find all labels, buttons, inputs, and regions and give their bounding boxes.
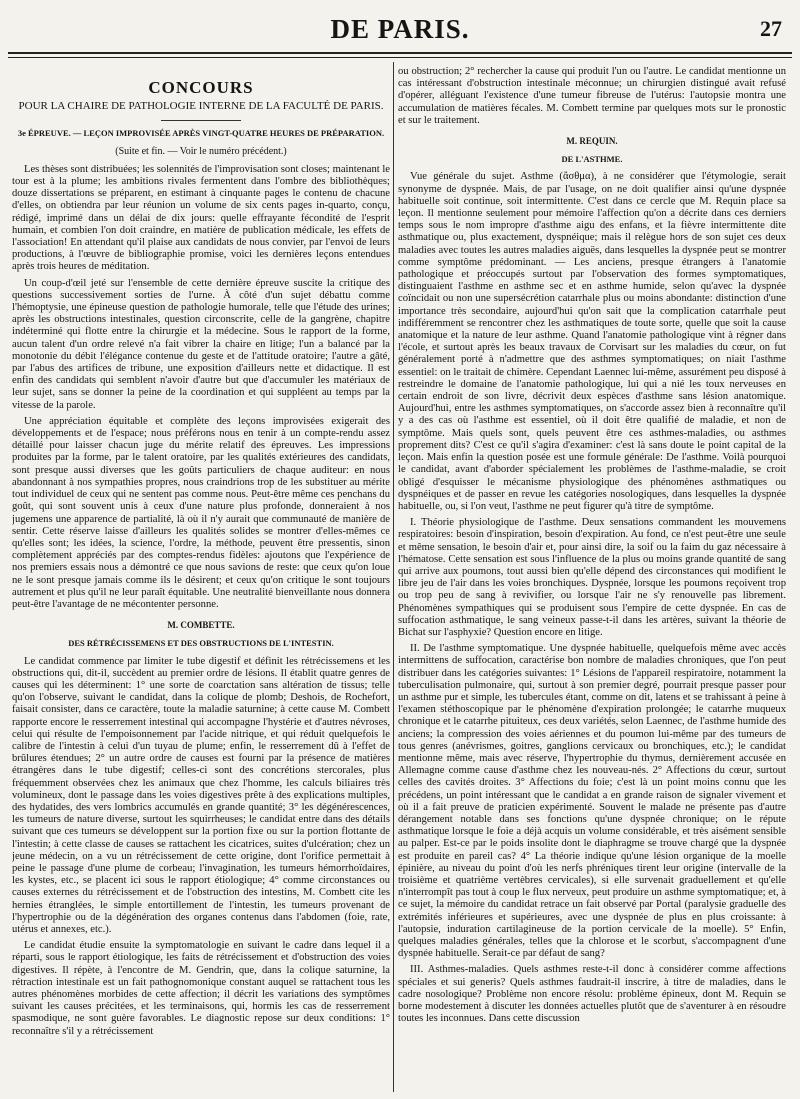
epreuve-heading: 3e ÉPREUVE. — LEÇON IMPROVISÉE APRÈS VINGT-QUATRE HEURES DE PRÉPARATION. [17,128,385,139]
paragraph: Les thèses sont distribuées; les solennités de l'improvisation sont closes; maintenant le tour est à la plume; les ambitions rivales fermentent dans l'ombre des bibliothèques; douze dissertations se préparent, en estimant à cinquante pages le contenu de chacune d'elles, on obtiendra par leur réunion un volume de six cents pages in-quarto, conçu, rédigé, imprimé dans un délai de dix jours: quelle effrayante fécondité de l'esprit humain, et combien l'on doit craindre, en matière de publication médicale, les effets de l'association! En attendant qu'il plaise aux candidats de nous convier, par l'envoi de leurs productions, à l'œuvre de bibliographie promise, voici les dernières leçons entendues après trois heures de méditation. [12,163,390,273]
paragraph: Une appréciation équitable et complète des leçons improvisées exigerait des développements et de l'espace; nous préférons nous en tenir à un compte-rendu assez détaillé pour laisser chacun juge du mérite relatif des épreuves. Les impressions produites par la forme, par le talent oratoire, par les qualités extérieures des candidats, sont presque aussi diverses que les goûts particuliers de chaque auditeur: en nous abandonnant à nos sympathies propres, nous craindrions trop de les substituer au mérite tout individuel de ceux qui ne sentent pas comme nous. Peut-être même ces penchans du goût, qui sont souvent unis à ceux d'une nature plus profonde, donneraient à nos jugemens une apparence de partialité, là où il n'y aurait que communauté de manière de sentir. Cette réserve laisse d'ailleurs les qualités solides se montrer d'elles-mêmes ce qu'elles sont; les idées, la science, l'ordre, la méthode, peuvent être pressentis, sinon complètement appréciés par des comptes-rendus fidèles: ajoutons que l'expérience de nos premiers essais nous a démontré ce que nous savions de reste: que ceux qu'on loue ne le sont presque jamais comme ils le désirent; et ceux qu'on critique le sont toujours autrement et plus qu'il ne leur paraît équitable. Une neutralité bienveillante nous donnera peut-être l'avantage de ne mécontenter personne. [12,415,390,610]
paragraph: Un coup-d'œil jeté sur l'ensemble de cette dernière épreuve suscite la critique des questions successivement sorties de l'urne. À côté d'un sujet débattu comme l'hémoptysie, une épineuse question de pathologie humorale, telle que l'étude des urines; après les obstructions intestinales, question circonscrite, celle de la gangrène, chapitre indéterminé qui flotte entre la chirurgie et la médecine. Sous le rapport de la forme, aucun talent d'un ordre relevé n'a fait vibrer la chaire en litige; l'un a balancé par la monotonie du débit l'élégance contenue du geste et de l'attitude oratoire; l'autre a gâté, par l'abus des artifices de tribune, une exposition d'ailleurs nette et didactique. Il est enfin des candidats qui semblent n'avoir d'autre but que d'accumuler les matériaux de leur sujet, sans se donner la peine de la coordination et qui suppléent au temps par la vitesse de la parole. [12,277,390,411]
author-heading: M. COMBETTE. [167,620,235,631]
concours-heading: CONCOURS [148,78,254,97]
paragraph: I. Théorie physiologique de l'asthme. Deux sensations commandent les mouvemens respiratoires: besoin d'inspiration, besoin d'expiration. Au fond, ce n'est peut-être une seule et même sensation, le besoin d'air et, pour ainsi dire, la soif ou la faim du gaz nécessaire à l'hématose. Cette sensation est sous l'influence de la plus ou moins grande quantité de sang qui arrive aux poumons, tout aussi bien qu'elle dépend des circonstances qui modifient le libre jeu de l'air dans les voies bronchiques. Dyspnée, lorsque les poumons reçoivent trop ou trop peu de sang à revivifier, ou lorsque l'air ne s'y renouvelle pas librement. Phénomènes sympathiques qui se produisent sous l'empire de cette dyspnée. En cas de suffocation asthmatique, le sang veineux passe-t-il dans les artères, suivant la théorie de Bichat sur l'asphyxie? Question encore en litige. [398,517,786,638]
paragraph: Le candidat commence par limiter le tube digestif et définit les rétrécissemens et les obstructions qui, dit-il, succèdent au premier ordre de lésions. Il établit quatre genres de causes qui les déterminent: 1° une sorte de coarctation sans altération de tissus; telle qu'on l'observe, suivant le candidat, dans la colique de plomb; Deshois, de Rochefort, faisait consister, dans ce caractère, toute la maladie saturnine; à cette cause M. Combett rapporte encore le resserrement intestinal qui accompagne l'hystérie et d'autres névroses, celui qui résulte de l'empoisonnement par l'acide nitrique, et qui réduit quelquefois le calibre de l'intestin à celui d'un tuyau de plume; enfin, le resserrement dû à l'effet de brûlures étendues; 2° un autre ordre de causes est fourni par la présence de matières étrangères dans le tube digestif; celles-ci sont des concrétions stercorales, plus fréquemment observées chez les animaux que chez l'homme, les calculs biliaires très volumineux, dont le passage dans les voies digestives prête à des explications multiples, des hydatides, des vers lombrics accumulés en grande quantité; 3° les dégénérescences, les tumeurs de nature diverse, surtout les squirrheuses; le candidat entre dans des détails suivant que ces tumeurs se développent sur la portion fixe ou sur la portion flottante de l'intestin; à cette classe de causes se rattachent les cicatrices, suites d'ulcération; chez un jeune médecin, on a vu un rétrécissement de cette origine, dont l'orifice permettait à peine le passage d'une plume de corbeau; l'invagination, les tumeurs hémorrhoïdaires, les kystes, etc., se placent ici sous le rapport étiologique; 4° comme circonstances ou causes externes du rétrécissement et de l'obstruction des intestins, M. Combett cite les hernies étranglées, le simple entortillement de l'intestin, les tumeurs provenant de l'hypertrophie ou de la dégénération des organes contenus dans l'abdomen (foie, rate, utérus et annexes, etc.). [12,655,390,935]
paragraph: Vue générale du sujet. Asthme (ἄσθμα), à ne considérer que l'étymologie, serait synonyme de dyspnée. Mais, de par l'usage, on ne doit qualifier ainsi qu'une dyspnée habituelle soit continue, soit intermittente. C'est dans ce cercle que M. Requin place sa leçon. Il mentionne seulement pour mémoire l'affection qu'on a décrite dans ces derniers temps sous le nom impropre d'asthme aigu des enfans, et la fièvre intermittente dite asthmatique ou, plus exactement, dyspnéique; mais il relègue hors de son sujet ces deux maladies avec toutes les autres maladies aiguës, dans lesquelles la dyspnée peut se montrer comme symptôme prédominant. — Les anciens, presque étrangers à l'anatomie pathologique et préoccupés surtout par l'observation des formes symptomatiques, distinguaient l'asthme en asthme sec et en asthme humide, selon qu'avec la dyspnée coïncidait ou non une supersécrétion catarrhale plus ou moins abondante: distinction d'une importance très secondaire, aujourd'hui qu'on sait que la complication catarrhale peut indifféremment se rencontrer chez les asthmatiques de toute sorte, quelle que soit la cause anatomique et la nature de leur asthme. Quand l'anatomie pathologique vint à régner dans l'école, et surtout après les beaux travaux de Corvisart sur les maladies du cœur, on fut généralement porté à n'admettre que des asthmes symptomatiques; on niait l'asthme essentiel: on le traitait de chimère. Cependant Laennec lui-même, assurément peu disposé à restreindre le domaine de l'anatomie pathologique, lui qui a nié les toux nerveuses en certain endroit de son livre, décrivit deux espèces d'asthme sans lésion anatomique. Aujourd'hui, entre les asthmes symptomatiques, on s'accorde assez bien à reconnaître qu'il y a des cas où l'asthme est essentiel, où il doit être qualifié de maladie, et non de symptôme. Mais quels sont, quels peuvent être ces asthmes-maladies, ou asthmes proprement dits? C'est ce qu'il s'agira d'examiner: c'est là sans doute le point capital de la leçon. Mais enfin la question posée est une formule générale: De l'asthme. Voilà pourquoi le candidat, avant d'aborder spécialement les problèmes de l'asthme-maladie, se croit obligé d'esquisser le mécanisme physiologique des phénomènes asthmatiques ou dyspnéiques et de passer en revue les catégories nosologiques, dans lesquelles la dyspnée habituelle, ou, si l'on veut, l'asthme ne peut figurer qu'à titre de symptôme. [398,171,786,512]
separator [161,120,241,121]
journal-title: DE PARIS. [330,14,470,44]
continuation-note: (Suite et fin. — Voir le numéro précédent.) [115,145,287,157]
paragraph: Le candidat étudie ensuite la symptomatologie en suivant le cadre dans lequel il a réparti, sous le rapport étiologique, les faits de rétrécissement et d'obstruction des voies digestives. Il répète, à l'encontre de M. Gendrin, que, dans la colique saturnine, la rétraction intestinale est un fait pathognomonique constant auquel se rattachent tous les autres phénomènes morbides de cette affection; il décrit les variations des symptômes suivant les causes précitées, et les terminaisons, qui, hormis les cas de resserrement spasmodique, ne sont guère favorables. Le diagnostic repose sur deux conditions: 1° reconnaître s'il y a rétrécissement [12,940,390,1037]
column-divider [393,62,394,1092]
right-column [398,66,786,1090]
page-number: 27 [760,16,782,41]
left-column [12,66,390,1090]
header-rule [8,52,792,58]
masthead [0,0,800,52]
section-heading: DE L'ASTHME. [561,154,623,165]
concours-subtitle: POUR LA CHAIRE DE PATHOLOGIE INTERNE DE LA FACULTÉ DE PARIS. [18,100,384,113]
paragraph: III. Asthmes-maladies. Quels asthmes reste-t-il donc à considérer comme affections spéciales et sui generis? Quels asthmes faudrait-il inscrire, à titre de maladies, dans le cadre nosologique? Problème non encore résolu: problème épineux, dont M. Requin se borne modestement à discuter les données actuelles plutôt que de s'aventurer à en résoudre toutes les inconnues. Dans cette discussion [398,964,786,1025]
section-heading: DES RÉTRÉCISSEMENS ET DES OBSTRUCTIONS DE L'INTESTIN. [68,638,334,649]
paragraph: II. De l'asthme symptomatique. Une dyspnée habituelle, quelquefois même avec accès intermittens de suffocation, caractérise bon nombre de maladies chroniques, que l'on peut distribuer dans les catégories suivantes: 1° Lésions de l'appareil respiratoire, notamment la tuberculisation pulmonaire, qui, surtout à son premier degré, pourrait presque passer pour un asthme pur et simple, les tubercules étant, comme on dit, latens et se trahissant à peine à l'examen stéthoscopique par le phénomène d'expiration prolongée; le catarrhe muqueux chronique et le catarrhe pituiteux, ces deux variétés, selon Laennec, de l'asthme humide des anciens; la compression des voies aériennes et du poumon lui-même par des tumeurs de tous genres (anévrismes, goitres, ganglions cervicaux ou bronchiques, etc.); le candidat mentionne même, mais avec réserve, l'hypertrophie du thymus, dernièrement accusée en Allemagne comme cause d'asthme chez les nouveau-nés. 2° Affections du cœur, surtout celles des cavités droites. 3° Affections du foie; c'est là un point moins connu que les précédens, un point intéressant que le candidat a en grande raison de signaler vivement et où il a fait preuve de praticien expérimenté. Souvent le malade ne présente pas d'autre dérangement notable dans ses fonctions qu'une dyspnée chronique; on le répute asthmatique lorsque le foie a déjà acquis un volume considérable, et très aisément sensible au palper. Est-ce par le poids insolite dont le diaphragme se trouve chargé que la dyspnée est produite en pareil cas? 4° La théorie indique qu'une lésion organique de la moelle épinière, au niveau du point d'où les nerfs phréniques tirent leur origine (intervalle de la troisième et quatrième vertèbres cervicales), si elle survenait graduellement et qu'elle n'interrompît pas tout à coup le flux nerveux, peut produire un asthme symptomatique; et, à ce sujet, la mémoire du candidat retrace un fait observé par Portal (paralysie graduelle des extrémités inférieures et supérieures, avec une dyspnée de plus en plus croissante: à l'autopsie, induration cartilagineuse de la portion cervicale de la moelle). 5° Enfin, quelques maladies générales, telles que la chlorose et le scorbut, s'accompagnent d'une dyspnée habituelle. Serait-ce par défaut de sang? [398,643,786,960]
paragraph: ou obstruction; 2° rechercher la cause qui produit l'un ou l'autre. Le candidat mentionne un cas intéressant d'obstruction intestinale méconnue; un chirurgien distingué avait refusé d'opérer, alléguant l'existence d'une tumeur fibreuse de l'utérus: l'autopsie montra une accumulation de matières fécales. M. Combett termine par quelques mots sur le pronostic et sur le traitement. [398,66,786,126]
author-heading: M. REQUIN. [566,136,618,147]
